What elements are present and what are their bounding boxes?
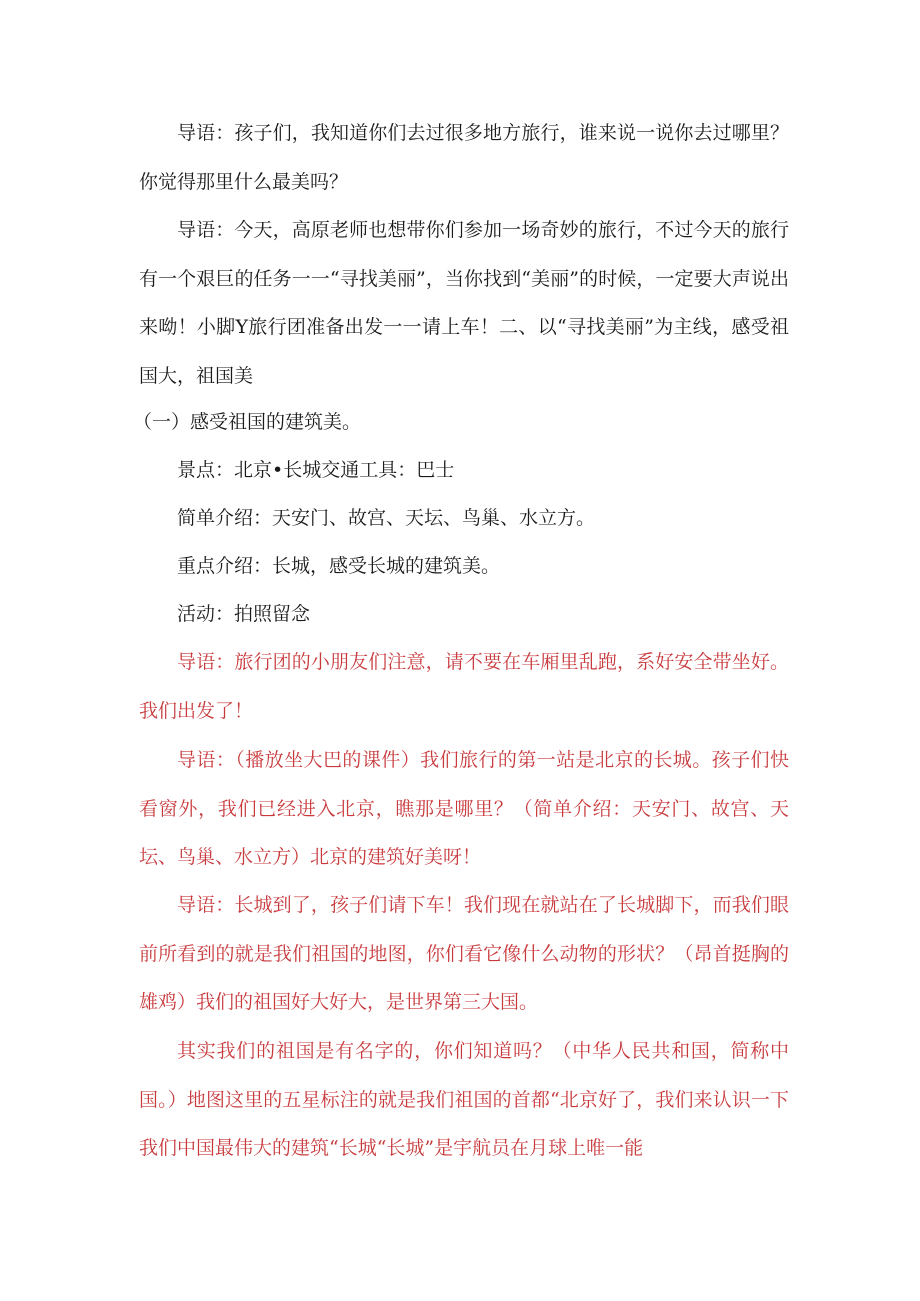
paragraph-brief-intro: 简单介绍：天安门、故宫、天坛、鸟巢、水立方。 [177, 507, 596, 529]
paragraph-great-wall-arrival: 导语：长城到了，孩子们请下车！我们现在就站在了长城脚下，而我们眼前所看到的就是我们祖国的地图，你们看它像什么动物的形状？（昂首挺胸的雄鸡）我们的祖国好大好大，是世界第三大国。 [139, 894, 789, 1013]
paragraph-bus-safety: 导语：旅行团的小朋友们注意，请不要在车厢里乱跑，系好安全带坐好。我们出发了！ [139, 651, 789, 722]
paragraph-activity: 活动：拍照留念 [177, 603, 311, 625]
paragraph-greeting-intro: 导语：孩子们，我知道你们去过很多地方旅行，谁来说一说你去过哪里？你觉得那里什么最美吗？ [139, 122, 789, 193]
paragraph-scenic-spot: 景点：北京•长城交通工具：巴士 [177, 459, 455, 481]
paragraph-key-intro: 重点介绍：长城，感受长城的建筑美。 [177, 555, 501, 577]
section-heading-architecture: （一）感受祖国的建筑美。 [133, 411, 362, 433]
paragraph-first-stop: 导语：（播放坐大巴的课件）我们旅行的第一站是北京的长城。孩子们快看窗外，我们已经进入北京，瞧那是哪里？（简单介绍：天安门、故宫、天坛、鸟巢、水立方）北京的建筑好美呀！ [139, 749, 789, 868]
paragraph-country-name: 其实我们的祖国是有名字的，你们知道吗？（中华人民共和国，简称中国。）地图这里的五星标注的就是我们祖国的首都“北京好了，我们来认识一下我们中国最伟大的建筑“长城“长城”是宇航员在月球上唯一能 [139, 1040, 789, 1159]
paragraph-journey-task: 导语：今天，高原老师也想带你们参加一场奇妙的旅行，不过今天的旅行有一个艰巨的任务一一“寻找美丽”，当你找到“美丽”的时候，一定要大声说出来呦！小脚Y旅行团准备出发一一请上车！二、以“寻找美丽”为主线，感受祖国大，祖国美 [139, 219, 789, 387]
